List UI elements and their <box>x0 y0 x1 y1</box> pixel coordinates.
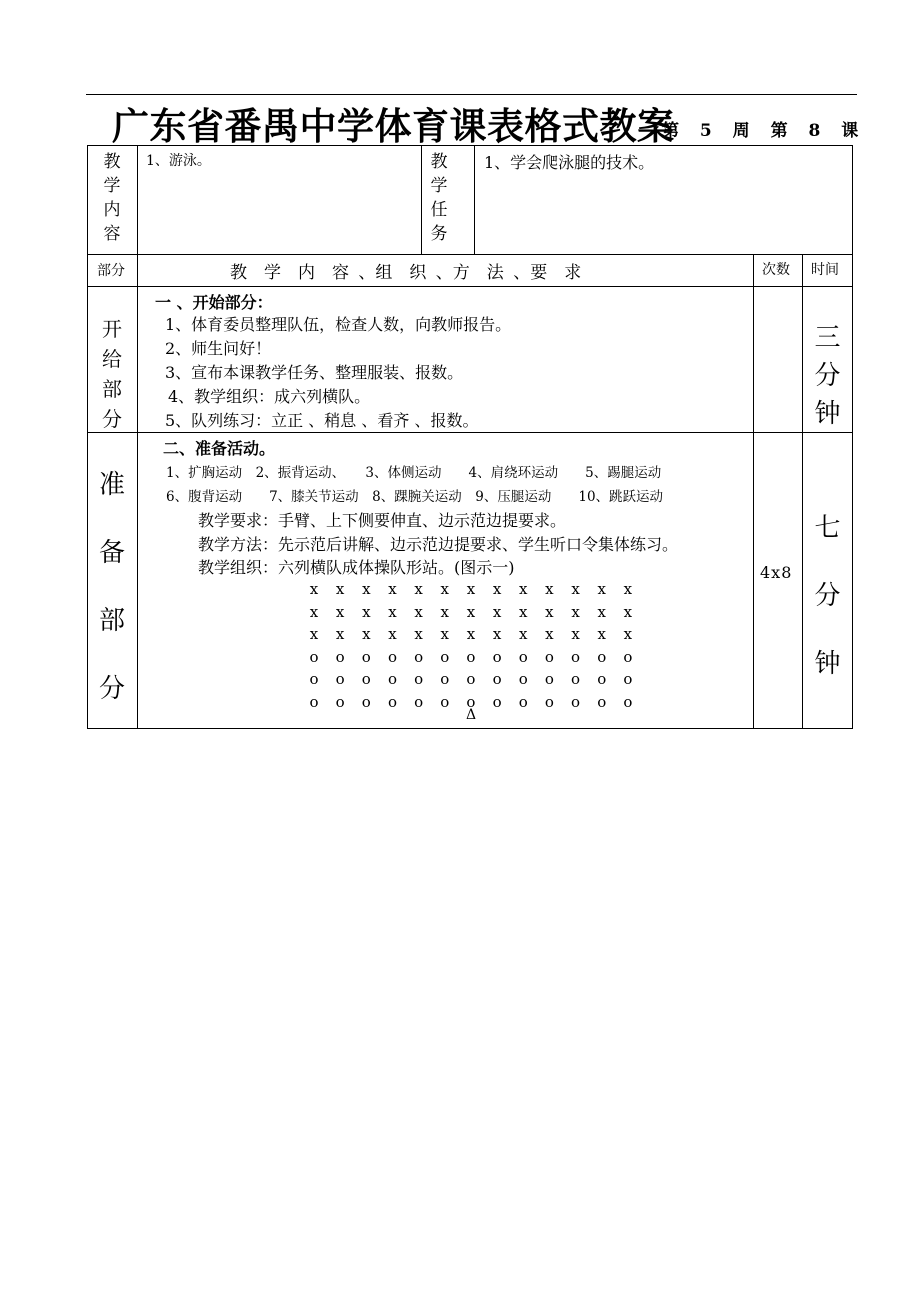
formation-diagram <box>308 578 634 713</box>
teacher-mark: Δ <box>466 707 477 723</box>
col-header-main: 教 学 内 容 、组 织 、方 法 、要 求 <box>230 263 582 283</box>
formation-mark: x <box>388 625 397 643</box>
formation-mark: o <box>309 647 319 666</box>
exercise-row: 6、腹背运动 7、膝关节运动 8、踝腕关运动 9、压腿运动 10、跳跃运动 <box>166 489 664 505</box>
formation-mark: o <box>492 670 502 688</box>
formation-mark: o <box>387 692 397 711</box>
formation-mark: x <box>440 580 450 598</box>
formation-mark: x <box>571 580 580 598</box>
formation-mark: o <box>544 692 554 711</box>
formation-mark: o <box>361 692 371 711</box>
formation-mark: o <box>571 670 581 688</box>
formation-mark: x <box>571 625 580 643</box>
formation-mark: o <box>571 647 581 666</box>
formation-mark: o <box>387 647 397 666</box>
formation-mark: x <box>414 602 423 621</box>
formation-mark: x <box>466 602 476 621</box>
formation-mark: o <box>440 647 450 666</box>
formation-mark: x <box>597 602 606 621</box>
formation-mark: o <box>492 692 502 711</box>
col-header-duration: 时间 <box>811 262 839 278</box>
content-value: 1、游泳。 <box>146 153 211 169</box>
formation-mark: o <box>571 692 581 711</box>
content-label: 教 学 内 容 <box>103 152 121 244</box>
formation-mark: o <box>518 692 528 711</box>
section2-times: 4x8 <box>760 563 793 582</box>
formation-mark: o <box>623 647 633 666</box>
formation-mark: o <box>597 670 607 688</box>
formation-mark: o <box>597 692 607 711</box>
formation-row <box>308 578 634 601</box>
row-divider <box>87 254 853 255</box>
teaching-requirement: 教学要求：手臂、上下侧要伸直、边示范边提要求。 <box>198 511 567 530</box>
teaching-organization: 教学组织：六列横队成体操队形站。(图示一) <box>198 558 515 577</box>
formation-mark: x <box>440 602 450 621</box>
formation-mark: o <box>414 647 424 666</box>
formation-mark: x <box>492 580 502 598</box>
formation-mark: o <box>414 692 424 711</box>
formation-mark: x <box>597 625 606 643</box>
formation-mark: x <box>335 580 345 598</box>
formation-mark: x <box>519 625 528 643</box>
formation-mark: o <box>361 647 371 666</box>
section1-duration: 三 分 钟 <box>814 323 841 429</box>
col-divider <box>753 254 754 729</box>
section1-lines <box>165 313 511 433</box>
formation-mark: x <box>597 580 606 598</box>
formation-mark: x <box>492 602 502 621</box>
formation-mark: o <box>440 692 450 711</box>
list-item: 1、体育委员整理队伍，检查人数，向教师报告。 <box>165 315 512 334</box>
formation-row <box>308 668 634 691</box>
formation-mark: o <box>335 692 345 711</box>
formation-mark: o <box>440 670 450 688</box>
week-lesson-info: 第 5 周 第 8 课 <box>662 121 862 141</box>
formation-mark: o <box>597 647 607 666</box>
formation-mark: o <box>309 670 319 688</box>
teaching-method: 教学方法：先示范后讲解、边示范边提要求、学生听口令集体练习。 <box>198 535 679 554</box>
col-divider <box>137 145 138 729</box>
formation-mark: x <box>571 602 580 621</box>
formation-row <box>308 623 634 646</box>
task-label: 教 学 任 务 <box>430 152 448 244</box>
formation-mark: x <box>362 580 371 598</box>
formation-mark: x <box>414 580 423 598</box>
formation-row <box>308 601 634 624</box>
page-title: 广东省番禺中学体育课表格式教案 <box>112 104 675 148</box>
formation-mark: x <box>309 602 319 621</box>
formation-mark: x <box>466 625 476 643</box>
formation-mark: o <box>544 647 554 666</box>
col-header-part: 部分 <box>97 263 125 279</box>
formation-mark: x <box>623 602 633 621</box>
formation-row <box>308 646 634 669</box>
formation-mark: x <box>335 602 345 621</box>
formation-mark: x <box>309 580 319 598</box>
formation-mark: o <box>518 647 528 666</box>
row-divider <box>87 286 853 287</box>
formation-mark: x <box>388 580 397 598</box>
formation-mark: o <box>414 670 424 688</box>
list-item: 4、教学组织：成六列横队。 <box>168 387 371 406</box>
section2-part-label: 准 备 部 分 <box>98 470 125 704</box>
formation-mark: o <box>361 670 371 688</box>
formation-mark: x <box>623 580 633 598</box>
formation-mark: o <box>466 692 476 711</box>
formation-mark: o <box>466 670 476 688</box>
formation-mark: x <box>388 602 397 621</box>
formation-mark: o <box>466 647 476 666</box>
formation-mark: x <box>519 580 528 598</box>
formation-mark: x <box>414 625 423 643</box>
formation-mark: x <box>362 625 371 643</box>
section2-heading: 二、准备活动。 <box>163 439 276 458</box>
formation-mark: o <box>518 670 528 688</box>
formation-mark: o <box>623 692 633 711</box>
formation-mark: x <box>309 625 319 643</box>
formation-mark: o <box>335 670 345 688</box>
formation-mark: o <box>492 647 502 666</box>
formation-mark: o <box>623 670 633 688</box>
formation-mark: x <box>623 625 633 643</box>
formation-mark: x <box>466 580 476 598</box>
formation-mark: x <box>545 602 554 621</box>
col-divider <box>474 145 475 255</box>
exercise-row: 1、扩胸运动 2、振背运动、 3、体侧运动 4、肩绕环运动 5、踢腿运动 <box>166 465 662 481</box>
task-value: 1、学会爬泳腿的技术。 <box>484 153 655 172</box>
formation-mark: x <box>492 625 502 643</box>
formation-mark: o <box>387 670 397 688</box>
formation-mark: o <box>309 692 319 711</box>
list-item: 5、队列练习：立正 、稍息 、看齐 、报数。 <box>165 411 479 430</box>
top-rule <box>86 94 857 95</box>
formation-mark: x <box>440 625 450 643</box>
list-item: 3、宣布本课教学任务、整理服装、报数。 <box>165 363 464 382</box>
col-header-times: 次数 <box>762 262 790 278</box>
section2-duration: 七 分 钟 <box>814 513 841 679</box>
formation-mark: x <box>335 625 345 643</box>
formation-mark: x <box>545 580 554 598</box>
section1-heading: 一 、开始部分： <box>155 293 273 312</box>
formation-mark: x <box>519 602 528 621</box>
section1-part-label: 开 给 部 分 <box>102 317 122 431</box>
formation-mark: o <box>544 670 554 688</box>
list-item: 2、师生问好！ <box>165 339 272 358</box>
formation-mark: o <box>335 647 345 666</box>
formation-mark: x <box>545 625 554 643</box>
formation-mark: x <box>362 602 371 621</box>
